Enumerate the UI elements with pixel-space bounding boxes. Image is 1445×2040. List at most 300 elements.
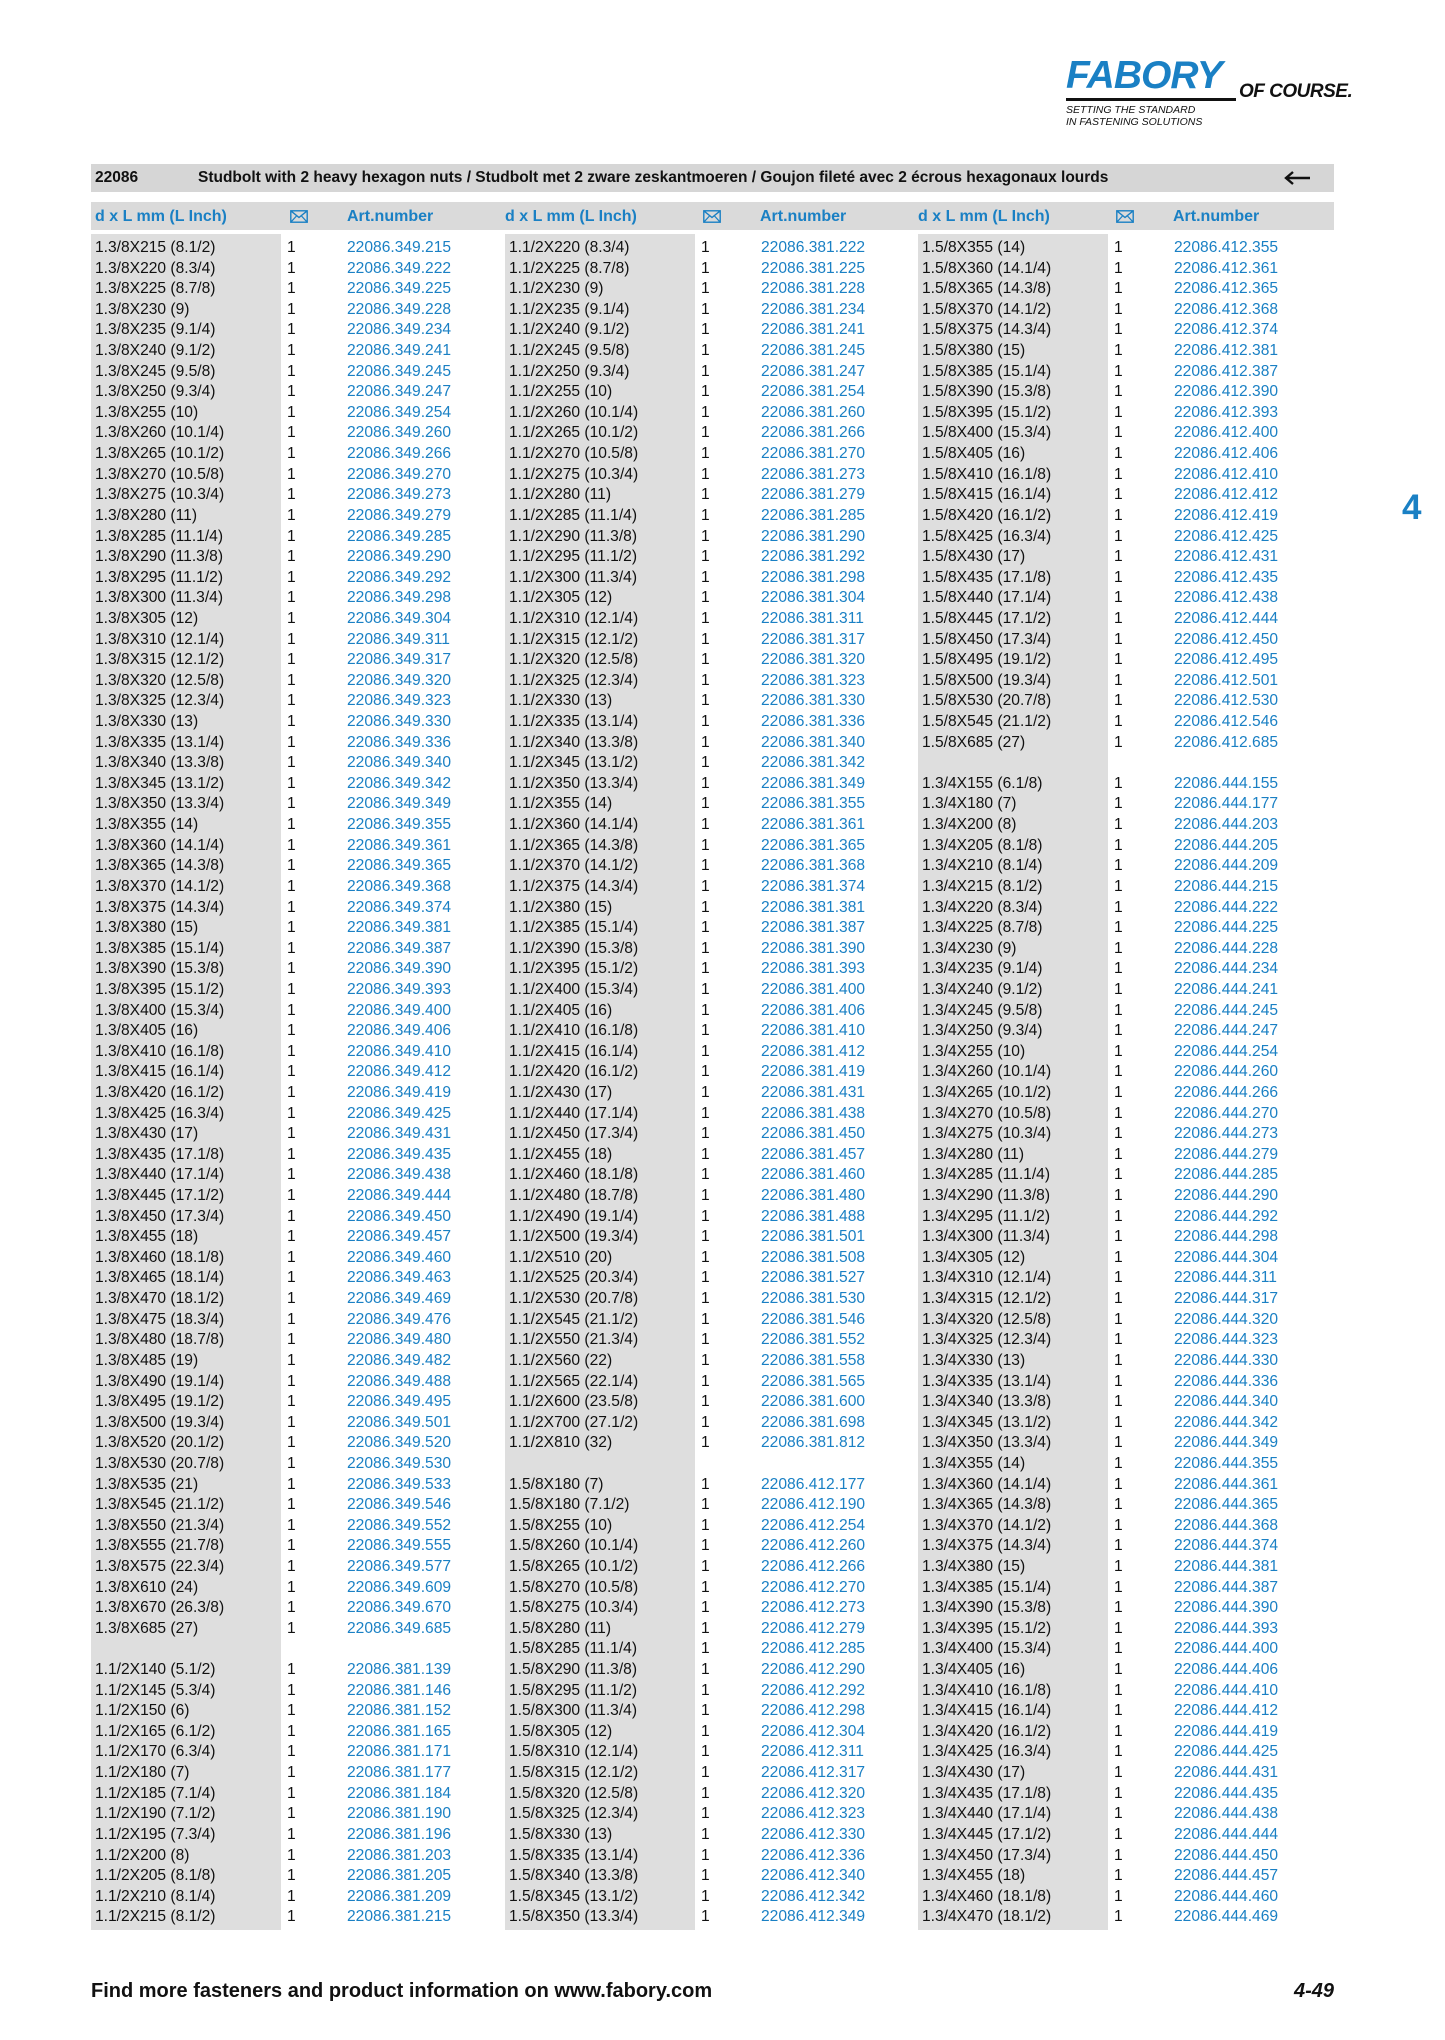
table-row — [505, 259, 915, 280]
article-number-link[interactable]: 22086.349.501 — [347, 1413, 452, 1431]
table-row — [918, 1804, 1328, 1825]
article-number-link[interactable]: 22086.381.390 — [761, 939, 866, 957]
article-number-link[interactable]: 22086.412.279 — [761, 1619, 866, 1637]
article-number-link[interactable]: 22086.381.410 — [761, 1022, 866, 1040]
article-number-link[interactable]: 22086.381.501 — [761, 1228, 866, 1246]
table-row — [91, 547, 501, 568]
article-number-link[interactable]: 22086.412.260 — [761, 1537, 866, 1555]
article-number-link[interactable]: 22086.381.546 — [761, 1310, 866, 1328]
size-cell: 1.1/2X450 (17.3/4) — [509, 1125, 639, 1143]
article-number-link[interactable]: 22086.349.260 — [347, 424, 452, 442]
article-number-link[interactable]: 22086.444.260 — [1174, 1063, 1279, 1081]
article-number-link[interactable]: 22086.381.273 — [761, 465, 866, 483]
article-number-link[interactable]: 22086.349.228 — [347, 300, 452, 318]
article-number-link[interactable]: 22086.381.260 — [761, 403, 866, 421]
article-number-link[interactable]: 22086.444.298 — [1174, 1228, 1279, 1246]
article-number-link[interactable]: 22086.412.292 — [761, 1681, 866, 1699]
article-number-link[interactable]: 22086.349.245 — [347, 362, 452, 380]
article-number-link[interactable]: 22086.349.285 — [347, 527, 452, 545]
article-number-link[interactable]: 22086.412.400 — [1174, 424, 1279, 442]
article-number-link[interactable]: 22086.349.298 — [347, 589, 452, 607]
article-number-link[interactable]: 22086.349.438 — [347, 1166, 452, 1184]
article-number-link[interactable]: 22086.412.355 — [1174, 239, 1279, 256]
article-number-link[interactable]: 22086.412.431 — [1174, 548, 1279, 566]
article-number-link[interactable]: 22086.444.279 — [1174, 1145, 1279, 1163]
article-number-link[interactable]: 22086.349.266 — [347, 445, 452, 463]
article-number-link[interactable]: 22086.349.368 — [347, 877, 452, 895]
article-number-link[interactable]: 22086.349.406 — [347, 1022, 452, 1040]
article-number-link[interactable]: 22086.381.565 — [761, 1372, 866, 1390]
article-number-link[interactable]: 22086.412.685 — [1174, 733, 1279, 751]
article-number-link[interactable]: 22086.412.381 — [1174, 342, 1279, 360]
article-number-link[interactable]: 22086.381.342 — [761, 754, 866, 772]
article-number-link[interactable]: 22086.444.203 — [1174, 816, 1279, 834]
size-cell: 1.3/8X370 (14.1/2) — [95, 877, 225, 895]
article-number-link[interactable]: 22086.444.425 — [1174, 1743, 1279, 1761]
article-number-link[interactable]: 22086.349.482 — [347, 1351, 452, 1369]
article-number-link[interactable]: 22086.444.431 — [1174, 1764, 1279, 1782]
table-row — [505, 918, 915, 939]
article-number-link[interactable]: 22086.381.139 — [347, 1661, 452, 1679]
article-number-link[interactable]: 22086.444.317 — [1174, 1290, 1279, 1308]
article-number-link[interactable]: 22086.349.247 — [347, 383, 452, 401]
article-number-link[interactable]: 22086.444.390 — [1174, 1599, 1279, 1617]
article-number-link[interactable]: 22086.412.266 — [761, 1558, 866, 1575]
article-number-link[interactable]: 22086.381.323 — [761, 671, 866, 689]
article-number-link[interactable]: 22086.349.533 — [347, 1475, 452, 1493]
article-number-link[interactable]: 22086.349.304 — [347, 609, 452, 627]
article-number-link[interactable]: 22086.349.469 — [347, 1290, 452, 1308]
article-number-link[interactable]: 22086.412.254 — [761, 1516, 866, 1534]
article-number-link[interactable]: 22086.412.285 — [761, 1640, 866, 1658]
article-number-link[interactable]: 22086.444.266 — [1174, 1083, 1279, 1101]
article-number-link[interactable]: 22086.349.273 — [347, 486, 452, 504]
quantity-cell: 1 — [287, 1001, 296, 1019]
article-number-link[interactable]: 22086.381.431 — [761, 1083, 866, 1101]
article-number-link[interactable]: 22086.444.361 — [1174, 1475, 1279, 1493]
article-number-link[interactable]: 22086.349.546 — [347, 1496, 452, 1514]
article-number-link[interactable]: 22086.412.177 — [761, 1475, 866, 1493]
quantity-cell: 1 — [287, 321, 296, 339]
article-number-link[interactable]: 22086.444.209 — [1174, 857, 1279, 875]
article-number-link[interactable]: 22086.349.381 — [347, 919, 452, 937]
article-number-link[interactable]: 22086.444.241 — [1174, 980, 1279, 998]
article-number-link[interactable]: 22086.381.209 — [347, 1887, 452, 1905]
article-number-link[interactable]: 22086.381.292 — [761, 548, 866, 566]
table-row — [91, 1104, 501, 1125]
article-number-link[interactable]: 22086.381.177 — [347, 1764, 452, 1782]
article-number-link[interactable]: 22086.444.400 — [1174, 1640, 1279, 1658]
article-number-link[interactable]: 22086.412.438 — [1174, 589, 1279, 607]
article-number-link[interactable]: 22086.444.342 — [1174, 1413, 1279, 1431]
article-number-link[interactable]: 22086.381.355 — [761, 795, 866, 813]
article-number-link[interactable]: 22086.349.342 — [347, 774, 452, 792]
article-number-link[interactable]: 22086.444.273 — [1174, 1125, 1279, 1143]
article-number-link[interactable]: 22086.349.480 — [347, 1331, 452, 1349]
article-number-link[interactable]: 22086.381.698 — [761, 1413, 866, 1431]
article-number-link[interactable]: 22086.381.152 — [347, 1702, 452, 1720]
quantity-cell: 1 — [287, 1619, 296, 1637]
article-number-link[interactable]: 22086.349.530 — [347, 1454, 452, 1472]
article-number-link[interactable]: 22086.381.480 — [761, 1187, 866, 1205]
article-number-link[interactable]: 22086.444.450 — [1174, 1846, 1279, 1864]
table-row — [505, 1846, 915, 1867]
table-row — [918, 753, 1328, 774]
article-number-link[interactable]: 22086.381.812 — [761, 1434, 866, 1452]
size-cell: 1.3/4X235 (9.1/4) — [922, 960, 1043, 978]
article-number-link[interactable]: 22086.444.254 — [1174, 1042, 1279, 1060]
article-number-link[interactable]: 22086.412.361 — [1174, 259, 1279, 277]
size-cell: 1.1/2X215 (8.1/2) — [95, 1908, 216, 1926]
article-number-link[interactable]: 22086.381.222 — [761, 239, 866, 256]
article-number-link[interactable]: 22086.412.390 — [1174, 383, 1279, 401]
size-cell: 1.1/2X530 (20.7/8) — [509, 1290, 639, 1308]
article-number-link[interactable]: 22086.444.393 — [1174, 1619, 1279, 1637]
article-number-link[interactable]: 22086.444.311 — [1174, 1269, 1277, 1287]
article-number-link[interactable]: 22086.444.457 — [1174, 1867, 1279, 1885]
article-number-link[interactable]: 22086.381.457 — [761, 1145, 866, 1163]
article-number-link[interactable]: 22086.381.340 — [761, 733, 866, 751]
article-number-link[interactable]: 22086.444.304 — [1174, 1248, 1279, 1266]
article-number-link[interactable]: 22086.412.393 — [1174, 403, 1279, 421]
size-cell: 1.1/2X355 (14) — [509, 795, 613, 813]
article-number-link[interactable]: 22086.444.406 — [1174, 1661, 1279, 1679]
article-number-link[interactable]: 22086.444.444 — [1174, 1825, 1279, 1843]
article-number-link[interactable]: 22086.381.245 — [761, 342, 866, 360]
article-number-link[interactable]: 22086.381.225 — [761, 259, 866, 277]
table-row — [505, 1268, 915, 1289]
article-number-link[interactable]: 22086.412.530 — [1174, 692, 1279, 710]
article-number-link[interactable]: 22086.381.600 — [761, 1393, 866, 1411]
size-cell: 1.3/8X220 (8.3/4) — [95, 259, 216, 277]
quantity-cell: 1 — [287, 280, 296, 298]
article-number-link[interactable]: 22086.444.225 — [1174, 919, 1279, 937]
article-number-link[interactable]: 22086.412.317 — [761, 1764, 866, 1782]
article-number-link[interactable]: 22086.381.285 — [761, 506, 866, 524]
table-row — [505, 300, 915, 321]
article-number-link[interactable]: 22086.381.266 — [761, 424, 866, 442]
article-number-link[interactable]: 22086.349.241 — [347, 342, 452, 360]
article-number-link[interactable]: 22086.349.320 — [347, 671, 452, 689]
article-number-link[interactable]: 22086.349.460 — [347, 1248, 452, 1266]
article-number-link[interactable]: 22086.349.330 — [347, 713, 452, 731]
article-number-link[interactable]: 22086.412.406 — [1174, 445, 1279, 463]
article-number-link[interactable]: 22086.412.190 — [761, 1496, 866, 1514]
size-cell: 1.3/8X400 (15.3/4) — [95, 1001, 225, 1019]
article-number-link[interactable]: 22086.349.463 — [347, 1269, 452, 1287]
article-number-link[interactable]: 22086.349.290 — [347, 548, 452, 566]
article-number-link[interactable]: 22086.412.349 — [761, 1908, 866, 1926]
article-number-link[interactable]: 22086.349.435 — [347, 1145, 452, 1163]
article-number-link[interactable]: 22086.412.412 — [1174, 486, 1279, 504]
back-arrow-icon[interactable] — [1282, 168, 1312, 188]
article-number-link[interactable]: 22086.381.349 — [761, 774, 866, 792]
size-cell: 1.3/8X670 (26.3/8) — [95, 1599, 225, 1617]
size-cell: 1.3/4X265 (10.1/2) — [922, 1083, 1052, 1101]
article-number-link[interactable]: 22086.444.355 — [1174, 1454, 1279, 1472]
article-number-link[interactable]: 22086.381.171 — [347, 1743, 452, 1761]
table-row — [505, 1866, 915, 1887]
article-number-link[interactable]: 22086.349.552 — [347, 1516, 452, 1534]
article-number-link[interactable]: 22086.444.228 — [1174, 939, 1279, 957]
article-number-link[interactable]: 22086.349.349 — [347, 795, 452, 813]
article-number-link[interactable]: 22086.412.342 — [761, 1887, 866, 1905]
article-number-link[interactable]: 22086.444.222 — [1174, 898, 1279, 916]
article-number-link[interactable]: 22086.349.431 — [347, 1125, 452, 1143]
article-number-link[interactable]: 22086.349.311 — [347, 630, 450, 648]
article-number-link[interactable]: 22086.412.435 — [1174, 568, 1279, 586]
article-number-link[interactable]: 22086.381.254 — [761, 383, 866, 401]
article-number-link[interactable]: 22086.349.374 — [347, 898, 452, 916]
table-row — [505, 1825, 915, 1846]
article-number-link[interactable]: 22086.349.495 — [347, 1393, 452, 1411]
article-number-link[interactable]: 22086.444.438 — [1174, 1805, 1279, 1823]
article-number-link[interactable]: 22086.381.508 — [761, 1248, 866, 1266]
article-number-link[interactable]: 22086.412.387 — [1174, 362, 1279, 380]
article-number-link[interactable]: 22086.381.558 — [761, 1351, 866, 1369]
article-number-link[interactable]: 22086.412.320 — [761, 1784, 866, 1802]
article-number-link[interactable]: 22086.412.368 — [1174, 300, 1279, 318]
article-number-link[interactable]: 22086.349.336 — [347, 733, 452, 751]
article-number-link[interactable]: 22086.381.393 — [761, 960, 866, 978]
article-number-link[interactable]: 22086.412.270 — [761, 1578, 866, 1596]
article-number-link[interactable]: 22086.349.609 — [347, 1578, 452, 1596]
article-number-link[interactable]: 22086.444.323 — [1174, 1331, 1279, 1349]
article-number-link[interactable]: 22086.381.228 — [761, 280, 866, 298]
article-number-link[interactable]: 22086.412.290 — [761, 1661, 866, 1679]
article-number-link[interactable]: 22086.381.184 — [347, 1784, 452, 1802]
article-number-link[interactable]: 22086.412.410 — [1174, 465, 1279, 483]
article-number-link[interactable]: 22086.349.254 — [347, 403, 452, 421]
quantity-cell: 1 — [701, 857, 710, 875]
article-number-link[interactable]: 22086.349.279 — [347, 506, 452, 524]
size-cell: 1.1/2X370 (14.1/2) — [509, 857, 639, 875]
quantity-cell: 1 — [1114, 774, 1123, 792]
article-number-link[interactable]: 22086.444.320 — [1174, 1310, 1279, 1328]
article-number-link[interactable]: 22086.444.270 — [1174, 1104, 1279, 1122]
article-number-link[interactable]: 22086.349.361 — [347, 836, 452, 854]
article-number-link[interactable]: 22086.381.241 — [761, 321, 866, 339]
article-number-link[interactable]: 22086.412.501 — [1174, 671, 1279, 689]
quantity-cell: 1 — [287, 1496, 296, 1514]
article-number-link[interactable]: 22086.444.245 — [1174, 1001, 1279, 1019]
article-number-link[interactable]: 22086.381.190 — [347, 1805, 452, 1823]
article-number-link[interactable]: 22086.381.298 — [761, 568, 866, 586]
article-number-link[interactable]: 22086.444.247 — [1174, 1022, 1279, 1040]
article-number-link[interactable]: 22086.444.365 — [1174, 1496, 1279, 1514]
table-row — [918, 898, 1328, 919]
article-number-link[interactable]: 22086.349.393 — [347, 980, 452, 998]
table-row — [918, 1866, 1328, 1887]
article-number-link[interactable]: 22086.412.546 — [1174, 713, 1279, 731]
quantity-cell: 1 — [1114, 1887, 1123, 1905]
article-number-link[interactable]: 22086.444.290 — [1174, 1187, 1279, 1205]
article-number-link[interactable]: 22086.349.222 — [347, 259, 452, 277]
article-number-link[interactable]: 22086.444.387 — [1174, 1578, 1279, 1596]
quantity-cell: 1 — [1114, 733, 1123, 751]
article-number-link[interactable]: 22086.349.577 — [347, 1558, 452, 1575]
article-number-link[interactable]: 22086.381.406 — [761, 1001, 866, 1019]
article-number-link[interactable]: 22086.381.146 — [347, 1681, 452, 1699]
table-row — [505, 1433, 915, 1454]
article-number-link[interactable]: 22086.381.412 — [761, 1042, 866, 1060]
article-number-link[interactable]: 22086.349.317 — [347, 651, 452, 669]
article-number-link[interactable]: 22086.444.381 — [1174, 1558, 1279, 1575]
article-number-link[interactable]: 22086.444.435 — [1174, 1784, 1279, 1802]
article-number-link[interactable]: 22086.412.450 — [1174, 630, 1279, 648]
article-number-link[interactable]: 22086.412.340 — [761, 1867, 866, 1885]
article-number-link[interactable]: 22086.381.450 — [761, 1125, 866, 1143]
article-number-link[interactable]: 22086.349.323 — [347, 692, 452, 710]
article-number-link[interactable]: 22086.349.215 — [347, 239, 452, 256]
size-cell: 1.1/2X420 (16.1/2) — [509, 1063, 639, 1081]
article-number-link[interactable]: 22086.381.488 — [761, 1207, 866, 1225]
article-number-link[interactable]: 22086.412.336 — [761, 1846, 866, 1864]
article-number-link[interactable]: 22086.349.444 — [347, 1187, 452, 1205]
article-number-link[interactable]: 22086.381.215 — [347, 1908, 452, 1926]
article-number-link[interactable]: 22086.444.469 — [1174, 1908, 1279, 1926]
article-number-link[interactable]: 22086.349.412 — [347, 1063, 452, 1081]
size-cell: 1.3/8X480 (18.7/8) — [95, 1331, 225, 1349]
article-number-link[interactable]: 22086.444.234 — [1174, 960, 1279, 978]
article-number-link[interactable]: 22086.444.349 — [1174, 1434, 1279, 1452]
article-number-link[interactable]: 22086.349.476 — [347, 1310, 452, 1328]
article-number-link[interactable]: 22086.349.387 — [347, 939, 452, 957]
article-number-link[interactable]: 22086.444.374 — [1174, 1537, 1279, 1555]
size-cell: 1.5/8X320 (12.5/8) — [509, 1784, 639, 1802]
article-number-link[interactable]: 22086.381.374 — [761, 877, 866, 895]
article-number-link[interactable]: 22086.412.298 — [761, 1702, 866, 1720]
table-row — [91, 403, 501, 424]
article-number-link[interactable]: 22086.349.425 — [347, 1104, 452, 1122]
article-number-link[interactable]: 22086.349.340 — [347, 754, 452, 772]
product-title-bar — [91, 164, 1334, 192]
article-number-link[interactable]: 22086.381.365 — [761, 836, 866, 854]
size-cell: 1.5/8X305 (12) — [509, 1722, 613, 1740]
article-number-link[interactable]: 22086.381.165 — [347, 1722, 452, 1740]
article-number-link[interactable]: 22086.444.330 — [1174, 1351, 1279, 1369]
article-number-link[interactable]: 22086.381.552 — [761, 1331, 866, 1349]
table-row — [918, 1454, 1328, 1475]
article-number-link[interactable]: 22086.349.270 — [347, 465, 452, 483]
article-number-link[interactable]: 22086.381.270 — [761, 445, 866, 463]
article-number-link[interactable]: 22086.381.205 — [347, 1867, 452, 1885]
article-number-link[interactable]: 22086.381.290 — [761, 527, 866, 545]
article-number-link[interactable]: 22086.444.177 — [1174, 795, 1279, 813]
article-number-link[interactable]: 22086.349.520 — [347, 1434, 452, 1452]
article-number-link[interactable]: 22086.444.368 — [1174, 1516, 1279, 1534]
quantity-cell: 1 — [287, 259, 296, 277]
article-number-link[interactable]: 22086.412.425 — [1174, 527, 1279, 545]
article-number-link[interactable]: 22086.381.196 — [347, 1825, 452, 1843]
article-number-link[interactable]: 22086.412.365 — [1174, 280, 1279, 298]
article-number-link[interactable]: 22086.381.400 — [761, 980, 866, 998]
article-number-link[interactable]: 22086.381.336 — [761, 713, 866, 731]
article-number-link[interactable]: 22086.381.279 — [761, 486, 866, 504]
article-number-link[interactable]: 22086.349.410 — [347, 1042, 452, 1060]
quantity-cell: 1 — [287, 919, 296, 937]
article-number-link[interactable]: 22086.349.555 — [347, 1537, 452, 1555]
article-number-link[interactable]: 22086.381.368 — [761, 857, 866, 875]
article-number-link[interactable]: 22086.381.320 — [761, 651, 866, 669]
article-number-link[interactable]: 22086.412.273 — [761, 1599, 866, 1617]
article-number-link[interactable]: 22086.412.374 — [1174, 321, 1279, 339]
quantity-cell: 1 — [701, 877, 710, 895]
table-row — [91, 279, 501, 300]
quantity-cell: 1 — [1114, 857, 1123, 875]
article-number-link[interactable]: 22086.381.438 — [761, 1104, 866, 1122]
article-number-link[interactable]: 22086.381.419 — [761, 1063, 866, 1081]
article-number-link[interactable]: 22086.381.304 — [761, 589, 866, 607]
article-number-link[interactable]: 22086.412.330 — [761, 1825, 866, 1843]
article-number-link[interactable]: 22086.349.450 — [347, 1207, 452, 1225]
article-number-link[interactable]: 22086.381.361 — [761, 816, 866, 834]
article-number-link[interactable]: 22086.381.381 — [761, 898, 866, 916]
article-number-link[interactable]: 22086.381.530 — [761, 1290, 866, 1308]
article-number-link[interactable]: 22086.444.205 — [1174, 836, 1279, 854]
article-number-link[interactable]: 22086.412.323 — [761, 1805, 866, 1823]
article-number-link[interactable]: 22086.412.311 — [761, 1743, 864, 1761]
size-cell: 1.3/8X385 (15.1/4) — [95, 939, 225, 957]
table-row — [505, 1907, 915, 1928]
article-number-link[interactable]: 22086.444.412 — [1174, 1702, 1279, 1720]
article-number-link[interactable]: 22086.349.685 — [347, 1619, 452, 1637]
article-number-link[interactable]: 22086.349.488 — [347, 1372, 452, 1390]
table-row — [918, 1701, 1328, 1722]
article-number-link[interactable]: 22086.349.355 — [347, 816, 452, 834]
size-cell: 1.1/2X395 (15.1/2) — [509, 960, 639, 978]
article-number-link[interactable]: 22086.412.495 — [1174, 651, 1279, 669]
article-number-link[interactable]: 22086.412.304 — [761, 1722, 866, 1740]
article-number-link[interactable]: 22086.444.292 — [1174, 1207, 1279, 1225]
quantity-cell: 1 — [1114, 568, 1123, 586]
table-row — [91, 650, 501, 671]
article-number-link[interactable]: 22086.349.292 — [347, 568, 452, 586]
article-number-link[interactable]: 22086.381.527 — [761, 1269, 866, 1287]
article-number-link[interactable]: 22086.349.419 — [347, 1083, 452, 1101]
article-number-link[interactable]: 22086.444.419 — [1174, 1722, 1279, 1740]
article-number-link[interactable]: 22086.349.457 — [347, 1228, 452, 1246]
article-number-link[interactable]: 22086.444.155 — [1174, 774, 1279, 792]
article-number-link[interactable]: 22086.349.400 — [347, 1001, 452, 1019]
article-number-link[interactable]: 22086.381.387 — [761, 919, 866, 937]
article-number-link[interactable]: 22086.381.203 — [347, 1846, 452, 1864]
article-number-link[interactable]: 22086.412.444 — [1174, 609, 1279, 627]
quantity-cell: 1 — [701, 795, 710, 813]
article-number-link[interactable]: 22086.444.410 — [1174, 1681, 1279, 1699]
article-number-link[interactable]: 22086.349.225 — [347, 280, 452, 298]
article-number-link[interactable]: 22086.349.365 — [347, 857, 452, 875]
article-number-link[interactable]: 22086.381.311 — [761, 609, 864, 627]
article-number-link[interactable]: 22086.381.330 — [761, 692, 866, 710]
size-cell: 1.3/8X240 (9.1/2) — [95, 342, 216, 360]
article-number-link[interactable]: 22086.444.336 — [1174, 1372, 1279, 1390]
article-number-link[interactable]: 22086.381.247 — [761, 362, 866, 380]
size-cell: 1.3/8X250 (9.3/4) — [95, 383, 216, 401]
article-number-link[interactable]: 22086.444.215 — [1174, 877, 1279, 895]
article-number-link[interactable]: 22086.381.460 — [761, 1166, 866, 1184]
article-number-link[interactable]: 22086.444.340 — [1174, 1393, 1279, 1411]
article-number-link[interactable]: 22086.444.460 — [1174, 1887, 1279, 1905]
article-number-link[interactable]: 22086.349.670 — [347, 1599, 452, 1617]
article-number-link[interactable]: 22086.349.390 — [347, 960, 452, 978]
article-number-link[interactable]: 22086.381.317 — [761, 630, 866, 648]
article-number-link[interactable]: 22086.444.285 — [1174, 1166, 1279, 1184]
article-number-link[interactable]: 22086.412.419 — [1174, 506, 1279, 524]
quantity-cell: 1 — [287, 1867, 296, 1885]
article-number-link[interactable]: 22086.381.234 — [761, 300, 866, 318]
article-number-link[interactable]: 22086.349.234 — [347, 321, 452, 339]
